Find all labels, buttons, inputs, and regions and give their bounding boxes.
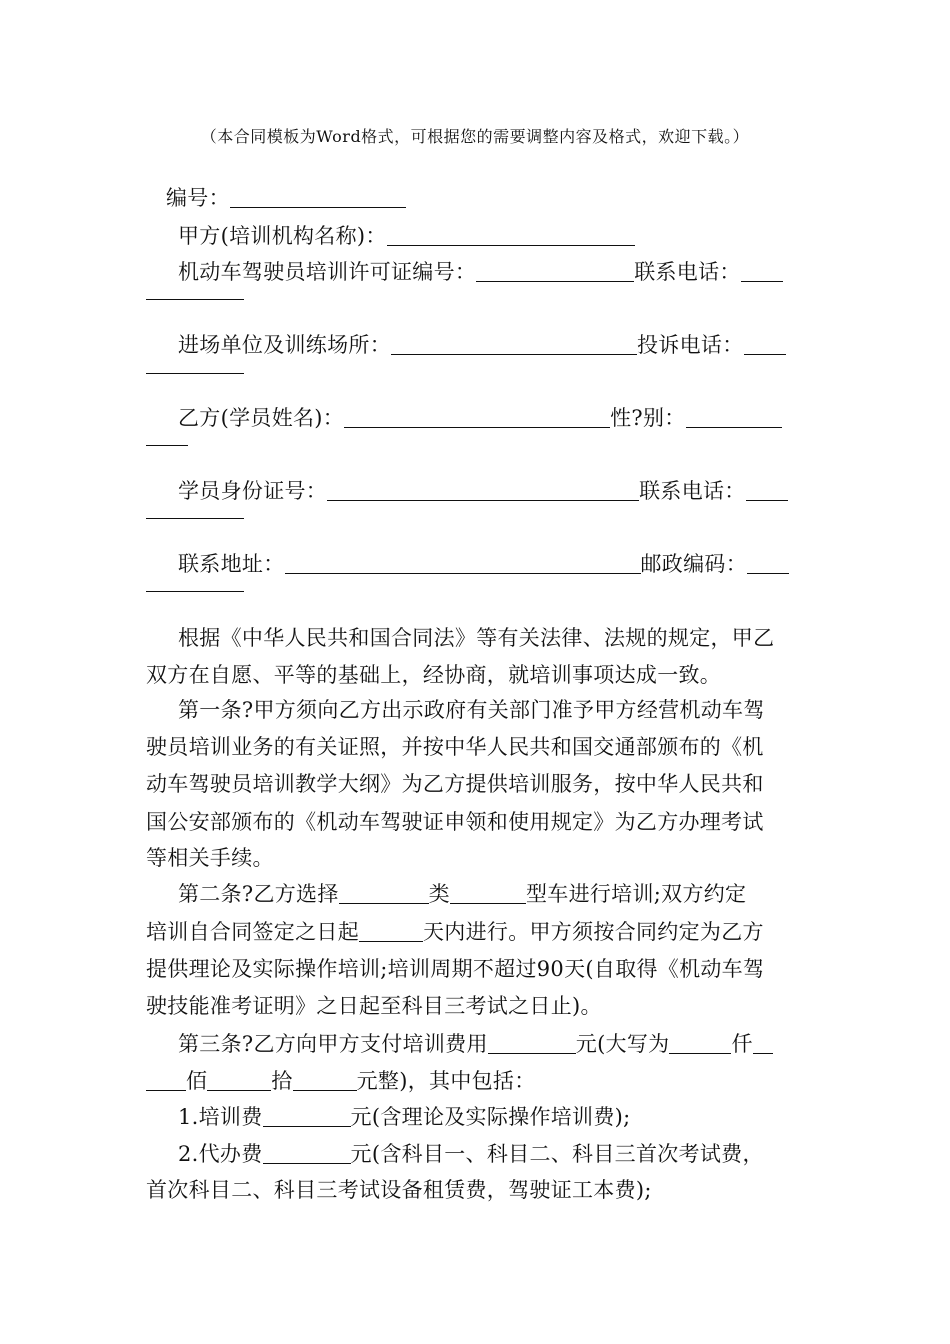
article-3-text-a: 第三条?乙方向甲方支付培训费用 bbox=[178, 1032, 488, 1056]
template-note: （本合同模板为Word格式，可根据您的需要调整内容及格式，欢迎下载。） bbox=[200, 127, 750, 146]
party-a-label: 甲方(培训机构名称)： bbox=[178, 224, 387, 248]
item-1-text-a: 1.培训费 bbox=[178, 1105, 263, 1129]
contact-phone-label: 联系电话： bbox=[634, 260, 741, 284]
article-1-line-2: 驶员培训业务的有关证照，并按中华人民共和国交通部颁布的《机 bbox=[146, 735, 764, 759]
gender-label: 性?别： bbox=[610, 406, 686, 430]
article-3-text-e: 拾 bbox=[271, 1069, 293, 1093]
article-2-line-3: 提供理论及实际操作培训;培训周期不超过90天(自取得《机动车驾 bbox=[146, 957, 765, 981]
postal-code-label: 邮政编码： bbox=[640, 552, 747, 576]
complaint-phone-blank-continued[interactable] bbox=[146, 372, 244, 374]
contact-phone-2-blank-continued[interactable] bbox=[146, 517, 244, 519]
complaint-phone-blank[interactable] bbox=[744, 334, 786, 355]
contract-number-line bbox=[166, 186, 826, 210]
article-2-line-2 bbox=[146, 920, 806, 944]
id-number-label: 学员身份证号： bbox=[178, 479, 328, 503]
training-days-blank[interactable] bbox=[359, 921, 423, 942]
venue-label: 进场单位及训练场所： bbox=[178, 333, 391, 357]
id-number-line bbox=[178, 479, 838, 503]
party-b-label: 乙方(学员姓名)： bbox=[178, 406, 345, 430]
item-2-line-1 bbox=[178, 1142, 838, 1166]
address-line bbox=[178, 552, 838, 576]
article-2-line-4: 驶技能准考证明》之日起至科目三考试之日止)。 bbox=[146, 994, 602, 1018]
license-blank[interactable] bbox=[476, 261, 634, 282]
article-3-line-2 bbox=[146, 1069, 806, 1093]
gender-blank[interactable] bbox=[686, 407, 782, 428]
thousands-blank[interactable] bbox=[669, 1033, 731, 1054]
item-2-text-b: 元(含科目一、科目二、科目三首次考试费， bbox=[350, 1142, 764, 1166]
id-number-blank[interactable] bbox=[327, 480, 639, 501]
venue-blank[interactable] bbox=[391, 334, 637, 355]
training-fee-total-blank[interactable] bbox=[488, 1033, 576, 1054]
article-3-text-b: 元(大写为 bbox=[575, 1032, 670, 1056]
agency-fee-blank[interactable] bbox=[263, 1143, 351, 1164]
postal-code-blank[interactable] bbox=[747, 553, 789, 574]
party-a-blank[interactable] bbox=[387, 225, 635, 246]
license-label: 机动车驾驶员培训许可证编号： bbox=[178, 260, 477, 284]
contact-phone-2-label: 联系电话： bbox=[639, 479, 746, 503]
license-line bbox=[178, 260, 838, 284]
address-blank[interactable] bbox=[285, 553, 641, 574]
complaint-phone-label: 投诉电话： bbox=[637, 333, 744, 357]
intro-paragraph-line-2: 双方在自愿、平等的基础上，经协商，就培训事项达成一致。 bbox=[146, 663, 722, 687]
hundreds-blank-start[interactable] bbox=[753, 1033, 773, 1054]
item-1-line bbox=[178, 1105, 838, 1129]
contract-number-label: 编号： bbox=[166, 186, 230, 210]
article-3-text-f: 元整)，其中包括： bbox=[356, 1069, 536, 1093]
item-2-text-a: 2.代办费 bbox=[178, 1142, 263, 1166]
intro-paragraph-line-1: 根据《中华人民共和国合同法》等有关法律、法规的规定，甲乙 bbox=[178, 626, 775, 650]
article-1-line-5: 等相关手续。 bbox=[146, 846, 274, 870]
hundreds-blank[interactable] bbox=[146, 1070, 186, 1091]
article-2-line-1 bbox=[178, 882, 838, 906]
postal-code-blank-continued[interactable] bbox=[146, 590, 244, 592]
article-2-text-a: 第二条?乙方选择 bbox=[178, 882, 339, 906]
article-1-line-1: 第一条?甲方须向乙方出示政府有关部门准予甲方经营机动车驾 bbox=[178, 698, 765, 722]
article-1-line-3: 动车驾驶员培训教学大纲》为乙方提供培训服务，按中华人民共和 bbox=[146, 772, 764, 796]
article-2-text-e: 天内进行。甲方须按合同约定为乙方 bbox=[423, 920, 764, 944]
party-b-line bbox=[178, 406, 838, 430]
tuition-fee-blank[interactable] bbox=[263, 1106, 351, 1127]
article-2-text-c: 型车进行培训;双方约定 bbox=[525, 882, 747, 906]
vehicle-class-blank[interactable] bbox=[339, 883, 429, 904]
article-3-text-d: 佰 bbox=[186, 1069, 208, 1093]
article-3-line-1 bbox=[178, 1032, 838, 1056]
item-1-text-b: 元(含理论及实际操作培训费); bbox=[350, 1105, 631, 1129]
address-label: 联系地址： bbox=[178, 552, 285, 576]
vehicle-type-blank[interactable] bbox=[450, 883, 526, 904]
party-b-blank[interactable] bbox=[344, 407, 610, 428]
tens-blank[interactable] bbox=[207, 1070, 271, 1091]
article-3-text-c: 仟 bbox=[731, 1032, 753, 1056]
venue-line bbox=[178, 333, 838, 357]
contact-phone-blank-continued[interactable] bbox=[146, 298, 244, 300]
contact-phone-blank[interactable] bbox=[741, 261, 783, 282]
gender-blank-continued[interactable] bbox=[146, 444, 188, 446]
article-2-text-b: 类 bbox=[428, 882, 450, 906]
article-2-text-d: 培训自合同签定之日起 bbox=[146, 920, 359, 944]
article-1-line-4: 国公安部颁布的《机动车驾驶证申领和使用规定》为乙方办理考试 bbox=[146, 810, 764, 834]
party-a-line bbox=[178, 224, 838, 248]
item-2-line-2: 首次科目二、科目三考试设备租赁费，驾驶证工本费); bbox=[146, 1178, 652, 1202]
contract-number-blank[interactable] bbox=[230, 187, 406, 208]
units-blank[interactable] bbox=[293, 1070, 357, 1091]
contact-phone-2-blank[interactable] bbox=[746, 480, 788, 501]
